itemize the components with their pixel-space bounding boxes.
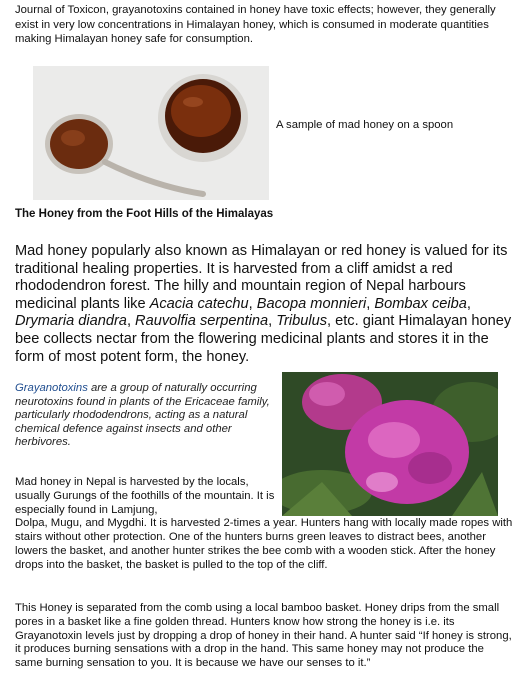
grayanotoxin-note: [15, 382, 277, 450]
separator: ,: [248, 295, 257, 312]
separator: ,: [466, 295, 471, 312]
plant-name: Tribulus: [276, 313, 328, 330]
section-heading: The Honey from the Foot Hills of the Himalayas: [15, 208, 274, 220]
harvest-text-rest: Dolpa, Mugu, and Mygdhi. It is harvested 2-times a year. Hunters hang with locally made ropes with stairs without other protection. One of the hunters burns green leaves to distract bees, another lowers the basket, and another hunter strikes the bee comb with a wooden stick. After the honey drops into the basket, the basket is pulled to the top of the cliff.: [15, 517, 513, 571]
mad-honey-spoon-photo: [33, 66, 269, 200]
lead-text-part2: , etc. giant Himalayan honey bee collects nectar from the flowering medicinal plants and stores it in the form of most potent form, the honey.: [15, 313, 512, 365]
plant-name: Bombax ceiba: [374, 295, 467, 312]
separator: ,: [366, 295, 375, 312]
separation-paragraph: This Honey is separated from the comb using a local bamboo basket. Honey drips from the small pores in a basket like a fine golden thread. Hunters know how strong the honey is i.e. its Grayanotoxin levels just by dropping a drop of honey in their hand. A hunter said “If honey is strong, it produces burning sensations with a drop in the hand. This same honey may not produce the same burning sensation to you. It is because we have our senses to it.”: [15, 602, 512, 670]
plant-name: Drymaria diandra: [15, 313, 127, 330]
intro-paragraph: Journal of Toxicon, grayanotoxins contained in honey have toxic effects; however, they generally exist in very low concentrations in Himalayan honey, which is consumed in moderate quantities making Himalayan honey safe for consumption.: [15, 4, 496, 45]
grayanotoxin-text: are a group of naturally occurring neurotoxins found in plants of the Ericaceae family, particularly rhododendrons, acting as a natural chemical defence against insects and other herbivores.: [15, 382, 270, 449]
plant-name: Bacopa monnieri: [256, 295, 367, 312]
separator: ,: [126, 313, 136, 330]
lead-paragraph: [15, 243, 513, 366]
grayanotoxin-term: Grayanotoxins: [15, 382, 88, 394]
honey-spoon-illustration: [33, 66, 269, 200]
harvest-paragraph: [15, 476, 513, 573]
plant-name: Acacia catechu: [149, 295, 249, 312]
harvest-text-narrow: Mad honey in Nepal is harvested by the locals, usually Gurungs of the foothills of the mountain. It is especially found in Lamjung,: [15, 476, 275, 516]
separator: ,: [268, 313, 277, 330]
plant-name: Rauvolfia serpentina: [135, 313, 269, 330]
spoon-photo-caption: A sample of mad honey on a spoon: [276, 119, 454, 131]
lead-text-part1: Mad honey popularly also known as Himalayan or red honey is valued for its traditional healing properties. It is harvested from a cliff amidst a red rhododendron forest. The hilly and mountain region of Nepal harbours medicinal plants like: [15, 243, 508, 312]
